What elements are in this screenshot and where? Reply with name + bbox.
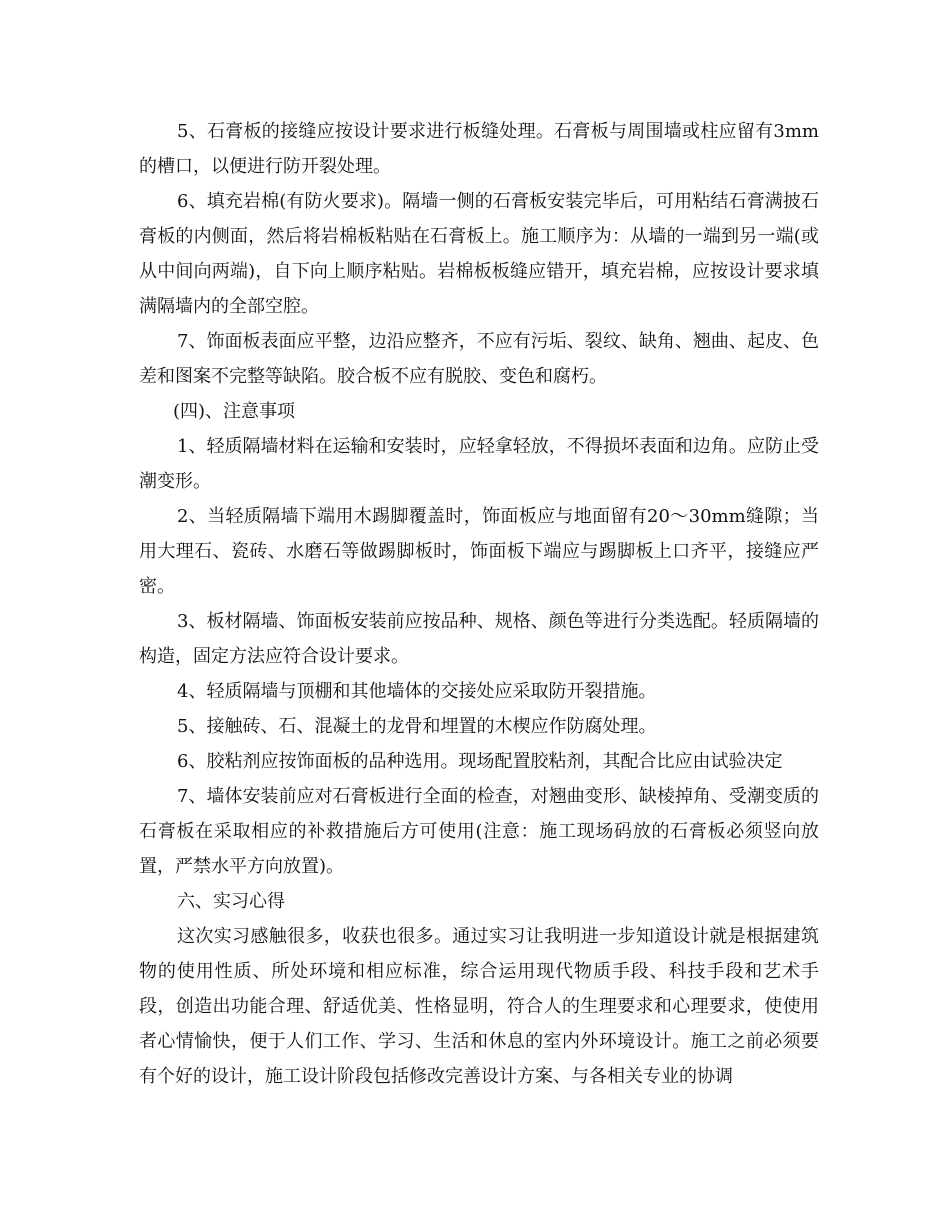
paragraph-precaution-7: 7、墙体安装前应对石膏板进行全面的检查，对翘曲变形、缺棱掉角、受潮变质的石膏板在采取相应的补救措施后方可使用(注意：施工现场码放的石膏板必须竖向放置，严禁水平方向放置)。 bbox=[139, 786, 819, 877]
paragraph-precaution-5: 5、接触砖、石、混凝土的龙骨和埋置的木楔应作防腐处理。 bbox=[177, 716, 657, 737]
section-heading-precautions: (四)、注意事项 bbox=[173, 401, 296, 422]
paragraph-gypsum-joints: 5、石膏板的接缝应按设计要求进行板缝处理。石膏板与周围墙或柱应留有3mm的槽口，以便进行防开裂处理。 bbox=[139, 121, 819, 177]
section-heading-internship-reflection: 六、实习心得 bbox=[177, 891, 285, 912]
paragraph-rock-wool-filling: 6、填充岩棉(有防火要求)。隔墙一侧的石膏板安装完毕后，可用粘结石膏满披石膏板的内侧面，然后将岩棉板粘贴在石膏板上。施工顺序为：从墙的一端到另一端(或从中间向两端)，自下向上顺序粘贴。岩棉板板缝应错开，填充岩棉，应按设计要求填满隔墙内的全部空腔。 bbox=[139, 191, 819, 317]
paragraph-precaution-1: 1、轻质隔墙材料在运输和安装时，应轻拿轻放，不得损坏表面和边角。应防止受潮变形。 bbox=[139, 436, 819, 492]
paragraph-precaution-3: 3、板材隔墙、饰面板安装前应按品种、规格、颜色等进行分类选配。轻质隔墙的构造，固定方法应符合设计要求。 bbox=[139, 611, 819, 667]
paragraph-facing-board-quality: 7、饰面板表面应平整，边沿应整齐，不应有污垢、裂纹、缺角、翘曲、起皮、色差和图案不完整等缺陷。胶合板不应有脱胶、变色和腐朽。 bbox=[139, 331, 819, 387]
paragraph-precaution-6: 6、胶粘剂应按饰面板的品种选用。现场配置胶粘剂，其配合比应由试验决定 bbox=[177, 751, 783, 772]
paragraph-precaution-2: 2、当轻质隔墙下端用木踢脚覆盖时，饰面板应与地面留有20～30mm缝隙；当用大理石、瓷砖、水磨石等做踢脚板时，饰面板下端应与踢脚板上口齐平，接缝应严密。 bbox=[139, 506, 819, 597]
paragraph-internship-reflection: 这次实习感触很多，收获也很多。通过实习让我明进一步知道设计就是根据建筑物的使用性质、所处环境和相应标准，综合运用现代物质手段、科技手段和艺术手段，创造出功能合理、舒适优美、性格显明，符合人的生理要求和心理要求，使使用者心情愉快，便于人们工作、学习、生活和休息的室内外环境设计。施工之前必须要有个好的设计，施工设计阶段包括修改完善设计方案、与各相关专业的协调 bbox=[139, 926, 819, 1087]
document-body bbox=[139, 114, 819, 1094]
paragraph-precaution-4: 4、轻质隔墙与顶棚和其他墙体的交接处应采取防开裂措施。 bbox=[177, 681, 657, 702]
